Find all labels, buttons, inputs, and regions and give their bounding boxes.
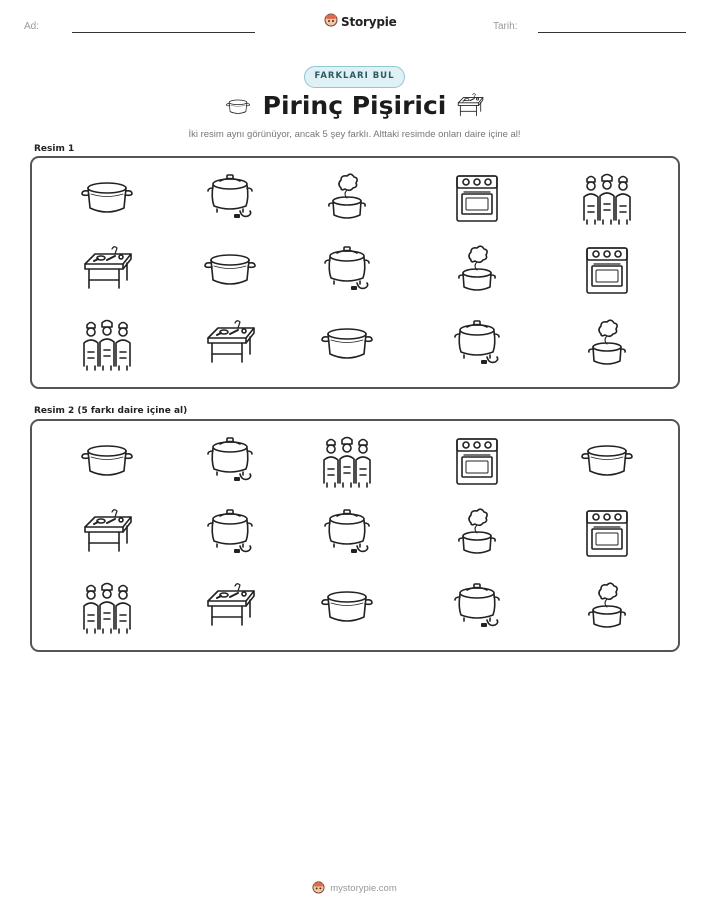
storypie-footer-icon bbox=[312, 880, 325, 897]
pot-icon bbox=[200, 242, 260, 298]
rice-cooker-icon bbox=[317, 242, 377, 298]
stove-icon[interactable] bbox=[447, 433, 507, 489]
kitchen-table-icon[interactable] bbox=[77, 505, 137, 561]
pot-icon[interactable] bbox=[317, 579, 377, 635]
kitchen-table-icon bbox=[77, 242, 137, 298]
pot-icon[interactable] bbox=[77, 433, 137, 489]
rice-cooker-icon[interactable] bbox=[200, 433, 260, 489]
chefs-icon bbox=[77, 316, 137, 372]
picture2-label: Resim 2 (5 farkı daire içine al) bbox=[34, 406, 188, 416]
rice-cooker-icon[interactable] bbox=[447, 579, 507, 635]
stove-icon bbox=[447, 170, 507, 226]
page-title: Pirinç Pişirici bbox=[262, 91, 447, 120]
rice-cooker-icon[interactable] bbox=[200, 505, 260, 561]
steaming-pot-icon bbox=[577, 316, 637, 372]
steaming-pot-icon bbox=[447, 242, 507, 298]
name-label: Ad: bbox=[24, 21, 40, 32]
rice-cooker-icon bbox=[447, 316, 507, 372]
date-label: Tarih: bbox=[493, 21, 518, 32]
picture1-label: Resim 1 bbox=[34, 144, 75, 154]
storypie-mascot-icon bbox=[324, 12, 338, 31]
date-line[interactable] bbox=[538, 32, 686, 33]
chefs-icon bbox=[577, 170, 637, 226]
activity-badge: FARKLARI BUL bbox=[304, 66, 405, 88]
picture1-panel bbox=[30, 156, 680, 389]
chefs-icon[interactable] bbox=[317, 433, 377, 489]
pot-icon bbox=[77, 170, 137, 226]
steaming-pot-icon bbox=[317, 170, 377, 226]
picture2-panel[interactable] bbox=[30, 419, 680, 652]
steaming-pot-icon[interactable] bbox=[577, 579, 637, 635]
footer-url: mystorypie.com bbox=[330, 883, 397, 894]
rice-cooker-icon[interactable] bbox=[317, 505, 377, 561]
brand-name: Storypie bbox=[341, 14, 397, 29]
kitchen-table-title-icon bbox=[453, 91, 487, 121]
rice-cooker-icon bbox=[200, 170, 260, 226]
stove-icon bbox=[577, 242, 637, 298]
instructions: İki resim aynı görünüyor, ancak 5 şey farklı. Alttaki resimde onları daire içine al! bbox=[188, 129, 521, 140]
stove-icon[interactable] bbox=[577, 505, 637, 561]
steaming-pot-icon[interactable] bbox=[447, 505, 507, 561]
brand-logo bbox=[324, 12, 397, 31]
kitchen-table-icon bbox=[200, 316, 260, 372]
kitchen-table-icon[interactable] bbox=[200, 579, 260, 635]
name-line[interactable] bbox=[72, 32, 255, 33]
pot-icon bbox=[317, 316, 377, 372]
chefs-icon[interactable] bbox=[77, 579, 137, 635]
pot-icon[interactable] bbox=[577, 433, 637, 489]
footer bbox=[0, 880, 709, 897]
